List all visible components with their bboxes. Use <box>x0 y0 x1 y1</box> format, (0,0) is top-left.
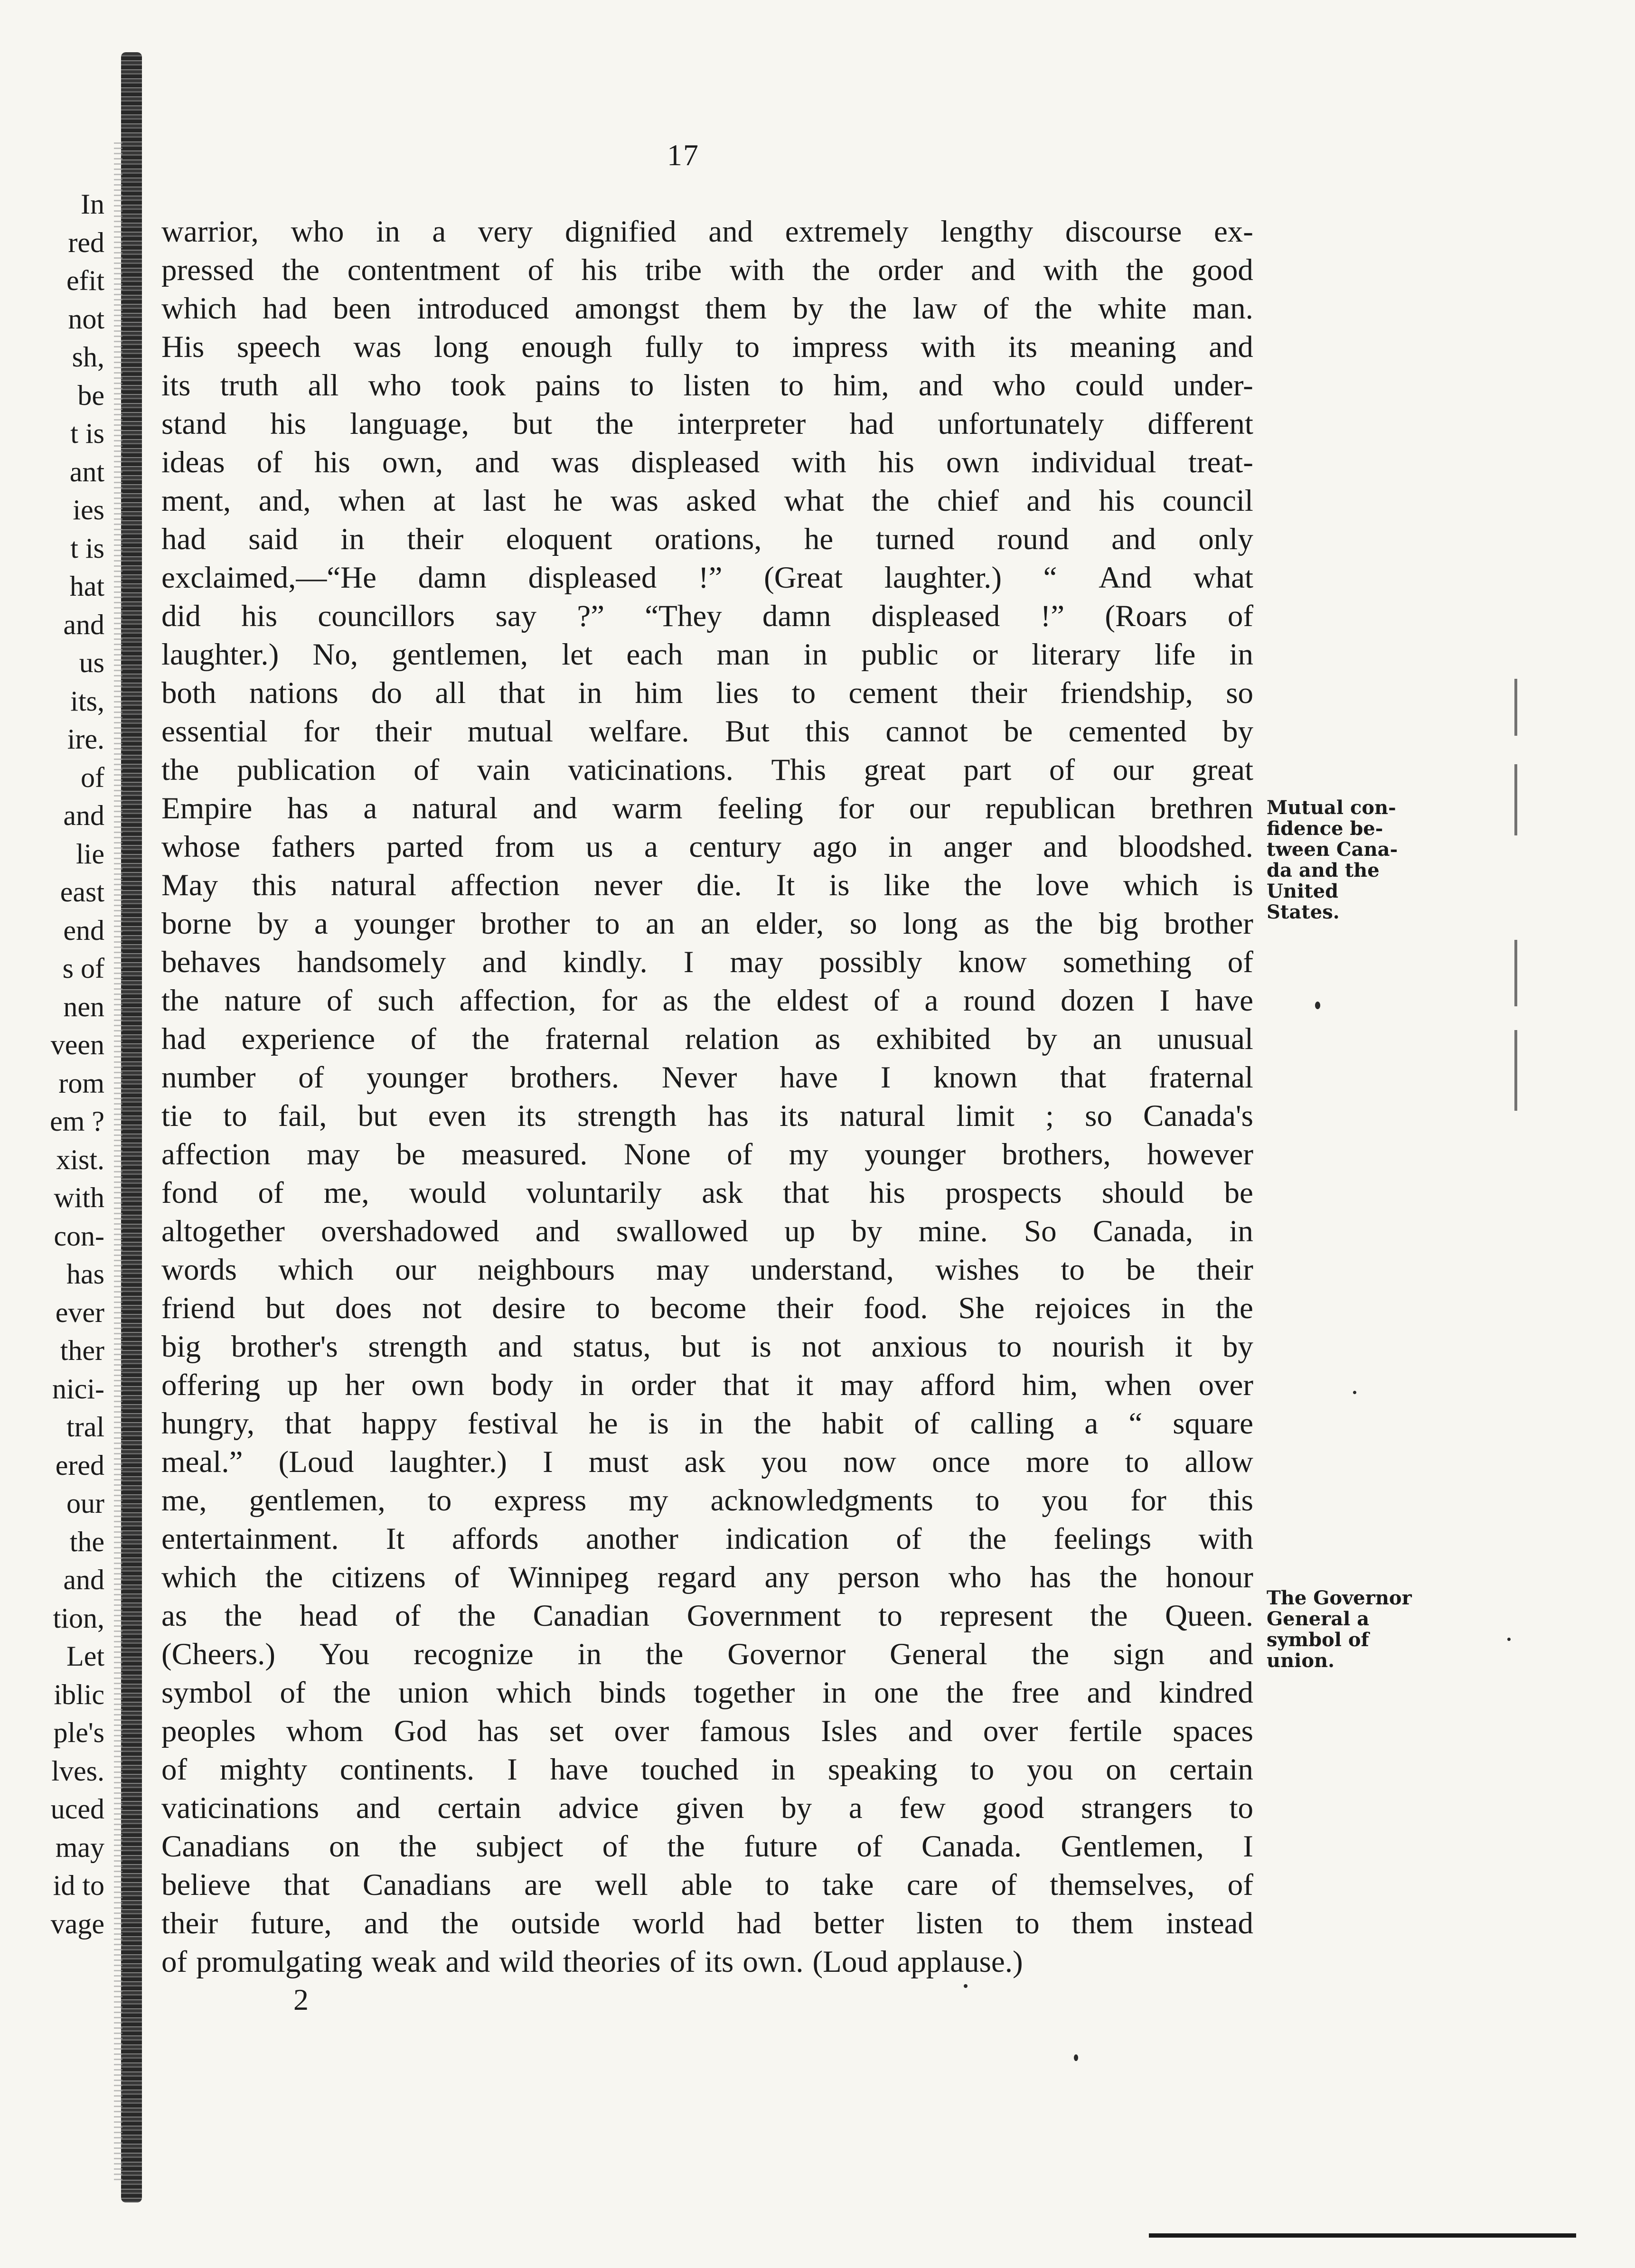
book-binding-edge <box>121 52 142 2202</box>
facing-page-fragment: em ? <box>50 1106 104 1137</box>
ink-speck <box>1315 1002 1320 1009</box>
text-line: its truth all who took pains to listen to him, and who could under- <box>161 368 1253 403</box>
text-line: tie to fail, but even its strength has its natural limit ; so Canada's <box>161 1099 1253 1133</box>
text-line: warrior, who in a very dignified and extremely lengthy discourse ex- <box>161 215 1253 249</box>
text-line: of mighty continents. I have touched in speaking to you on certain <box>161 1753 1253 1787</box>
facing-page-fragment: may <box>55 1831 104 1863</box>
facing-page-fragment: nen <box>63 991 104 1022</box>
text-line: which had been introduced amongst them by the law of the white man. <box>161 291 1253 326</box>
facing-page-fragment: rom <box>58 1067 104 1099</box>
sidenote-line: General a <box>1267 1608 1370 1630</box>
margin-dash <box>1514 1030 1517 1111</box>
sidenote-line: symbol of <box>1267 1629 1369 1651</box>
facing-page-fragment: its, <box>70 685 104 717</box>
facing-page-fragment: uced <box>50 1793 104 1825</box>
text-line: believe that Canadians are well able to take care of themselves, of <box>161 1868 1253 1902</box>
text-line: of promulgating weak and wild theories of its own. (Loud applause.) <box>161 1945 1023 1979</box>
facing-page-fragment: lves. <box>51 1755 104 1787</box>
facing-page-fragment: In <box>81 188 104 220</box>
facing-page-fragment: with <box>54 1182 104 1213</box>
text-line: offering up her own body in order that it may afford him, when over <box>161 1368 1253 1402</box>
facing-page-fragment: id to <box>53 1870 104 1901</box>
text-line: the nature of such affection, for as the eldest of a round dozen I have <box>161 984 1253 1018</box>
text-line: had said in their eloquent orations, he turned round and only <box>161 522 1253 556</box>
text-line: both nations do all that in him lies to cement their friendship, so <box>161 676 1253 710</box>
text-line: (Cheers.) You recognize in the Governor General the sign and <box>161 1637 1253 1671</box>
text-line: laughter.) No, gentlemen, let each man in public or literary life in <box>161 637 1253 672</box>
text-line: ment, and, when at last he was asked what the chief and his council <box>161 484 1253 518</box>
sidenote-line: tween Cana- <box>1267 838 1398 861</box>
facing-page-fragment: ies <box>73 494 104 525</box>
facing-page-fragment: red <box>68 226 104 258</box>
text-line: meal.” (Loud laughter.) I must ask you now once more to allow <box>161 1445 1253 1479</box>
text-line: friend but does not desire to become their food. She rejoices in the <box>161 1291 1253 1325</box>
facing-page-fragment: ple's <box>53 1717 104 1748</box>
facing-page-fragment: lie <box>76 838 104 870</box>
facing-page-fragment: of <box>81 761 104 793</box>
binding-shadow <box>114 142 122 2184</box>
facing-page-fragments <box>0 185 104 1941</box>
text-line: number of younger brothers. Never have I known that fraternal <box>161 1060 1253 1095</box>
margin-dash <box>1514 764 1517 835</box>
facing-page-fragment: us <box>79 647 104 678</box>
signature-mark: 2 <box>293 1983 309 2016</box>
facing-page-fragment: ire. <box>67 723 104 755</box>
text-line: whose fathers parted from us a century ago in anger and bloodshed. <box>161 830 1253 864</box>
text-line: entertainment. It affords another indication of the feelings with <box>161 1522 1253 1556</box>
facing-page-fragment: ant <box>69 456 104 487</box>
facing-page-fragment: t is <box>70 418 104 449</box>
facing-page-fragment: xist. <box>56 1143 104 1175</box>
sidenote-line: Mutual con- <box>1267 797 1396 819</box>
text-line: essential for their mutual welfare. But this cannot be cemented by <box>161 714 1253 749</box>
ink-speck <box>1353 1391 1356 1394</box>
text-line: stand his language, but the interpreter had unfortunately different <box>161 407 1253 441</box>
ink-speck <box>1507 1638 1511 1641</box>
text-line: ideas of his own, and was displeased with his own individual treat- <box>161 445 1253 479</box>
margin-dash <box>1514 679 1517 736</box>
text-line: borne by a younger brother to an an elder, so long as the big brother <box>161 907 1253 941</box>
text-line: me, gentlemen, to express my acknowledgments to you for this <box>161 1483 1253 1518</box>
facing-page-fragment: nici- <box>52 1373 104 1405</box>
text-line: peoples whom God has set over famous Isles and over fertile spaces <box>161 1714 1253 1748</box>
facing-page-fragment: con- <box>54 1220 104 1252</box>
sidenote-line: States. <box>1267 901 1340 923</box>
sidenote-mutual-confidence <box>1267 797 1447 923</box>
text-line: affection may be measured. None of my younger brothers, however <box>161 1137 1253 1171</box>
facing-page-fragment: hat <box>69 571 104 602</box>
text-line: had experience of the fraternal relation as exhibited by an unusual <box>161 1022 1253 1056</box>
facing-page-fragment: tral <box>66 1411 104 1443</box>
facing-page-fragment: has <box>66 1258 104 1290</box>
text-line: hungry, that happy festival he is in the habit of calling a “ square <box>161 1406 1253 1441</box>
main-text-column <box>161 213 1253 1981</box>
facing-page-fragment: the <box>69 1526 104 1557</box>
ink-speck <box>1074 2054 1078 2061</box>
sidenote-line: fidence be- <box>1267 817 1383 840</box>
facing-page-fragment: t is <box>70 532 104 564</box>
sidenote-line: union. <box>1267 1649 1335 1672</box>
text-line: fond of me, would voluntarily ask that his prospects should be <box>161 1176 1253 1210</box>
facing-page-fragment: our <box>66 1488 104 1519</box>
facing-page-fragment: s of <box>62 953 104 984</box>
sidenote-line: The Governor <box>1267 1587 1412 1609</box>
text-line: exclaimed,—“He damn displeased !” (Great laughter.) “ And what <box>161 561 1253 595</box>
sidenote-line: United <box>1267 880 1339 902</box>
facing-page-fragment: and <box>63 800 104 831</box>
text-line: Canadians on the subject of the future of Canada. Gentlemen, I <box>161 1829 1253 1864</box>
facing-page-fragment: sh, <box>72 341 104 373</box>
text-line: pressed the contentment of his tribe with the order and with the good <box>161 253 1253 287</box>
facing-page-fragment: ever <box>55 1296 104 1328</box>
text-line: big brother's strength and status, but is not anxious to nourish it by <box>161 1330 1253 1364</box>
facing-page-fragment: ered <box>55 1449 104 1481</box>
sidenote-governor-general <box>1267 1588 1447 1671</box>
ink-speck <box>964 1984 968 1988</box>
facing-page-fragment: ther <box>60 1335 104 1366</box>
text-line: their future, and the outside world had better listen to them instead <box>161 1906 1253 1940</box>
facing-page-fragment: Let <box>66 1640 104 1672</box>
text-line: May this natural affection never die. It is like the love which is <box>161 868 1253 902</box>
page-number: 17 <box>667 138 699 172</box>
facing-page-fragment: east <box>60 876 104 908</box>
facing-page-fragment: and <box>63 609 104 640</box>
text-line: did his councillors say ?” “They damn displeased !” (Roars of <box>161 599 1253 633</box>
facing-page-fragment: vage <box>50 1908 104 1940</box>
facing-page-fragment: efit <box>66 265 104 296</box>
sidenote-line: da and the <box>1267 859 1380 881</box>
facing-page-fragment: end <box>63 914 104 946</box>
text-line: the publication of vain vaticinations. This great part of our great <box>161 753 1253 787</box>
text-line: His speech was long enough fully to impress with its meaning and <box>161 330 1253 364</box>
facing-page-fragment: and <box>63 1564 104 1595</box>
text-line: which the citizens of Winnipeg regard any person who has the honour <box>161 1560 1253 1594</box>
text-line: symbol of the union which binds together in one the free and kindred <box>161 1676 1253 1710</box>
text-line: behaves handsomely and kindly. I may possibly know something of <box>161 945 1253 979</box>
facing-page-fragment: tion, <box>53 1602 104 1634</box>
facing-page-fragment: iblic <box>54 1678 104 1710</box>
text-line: as the head of the Canadian Government to represent the Queen. <box>161 1599 1253 1633</box>
bottom-rule <box>1149 2233 1576 2238</box>
facing-page-fragment: be <box>77 379 104 411</box>
text-line: vaticinations and certain advice given by a few good strangers to <box>161 1791 1253 1825</box>
facing-page-fragment: veen <box>50 1029 104 1060</box>
text-line: altogether overshadowed and swallowed up by mine. So Canada, in <box>161 1214 1253 1248</box>
facing-page-fragment: not <box>68 303 104 335</box>
text-line: Empire has a natural and warm feeling for our republican brethren <box>161 791 1253 825</box>
text-line: words which our neighbours may understand, wishes to be their <box>161 1253 1253 1287</box>
margin-dash <box>1514 940 1517 1006</box>
